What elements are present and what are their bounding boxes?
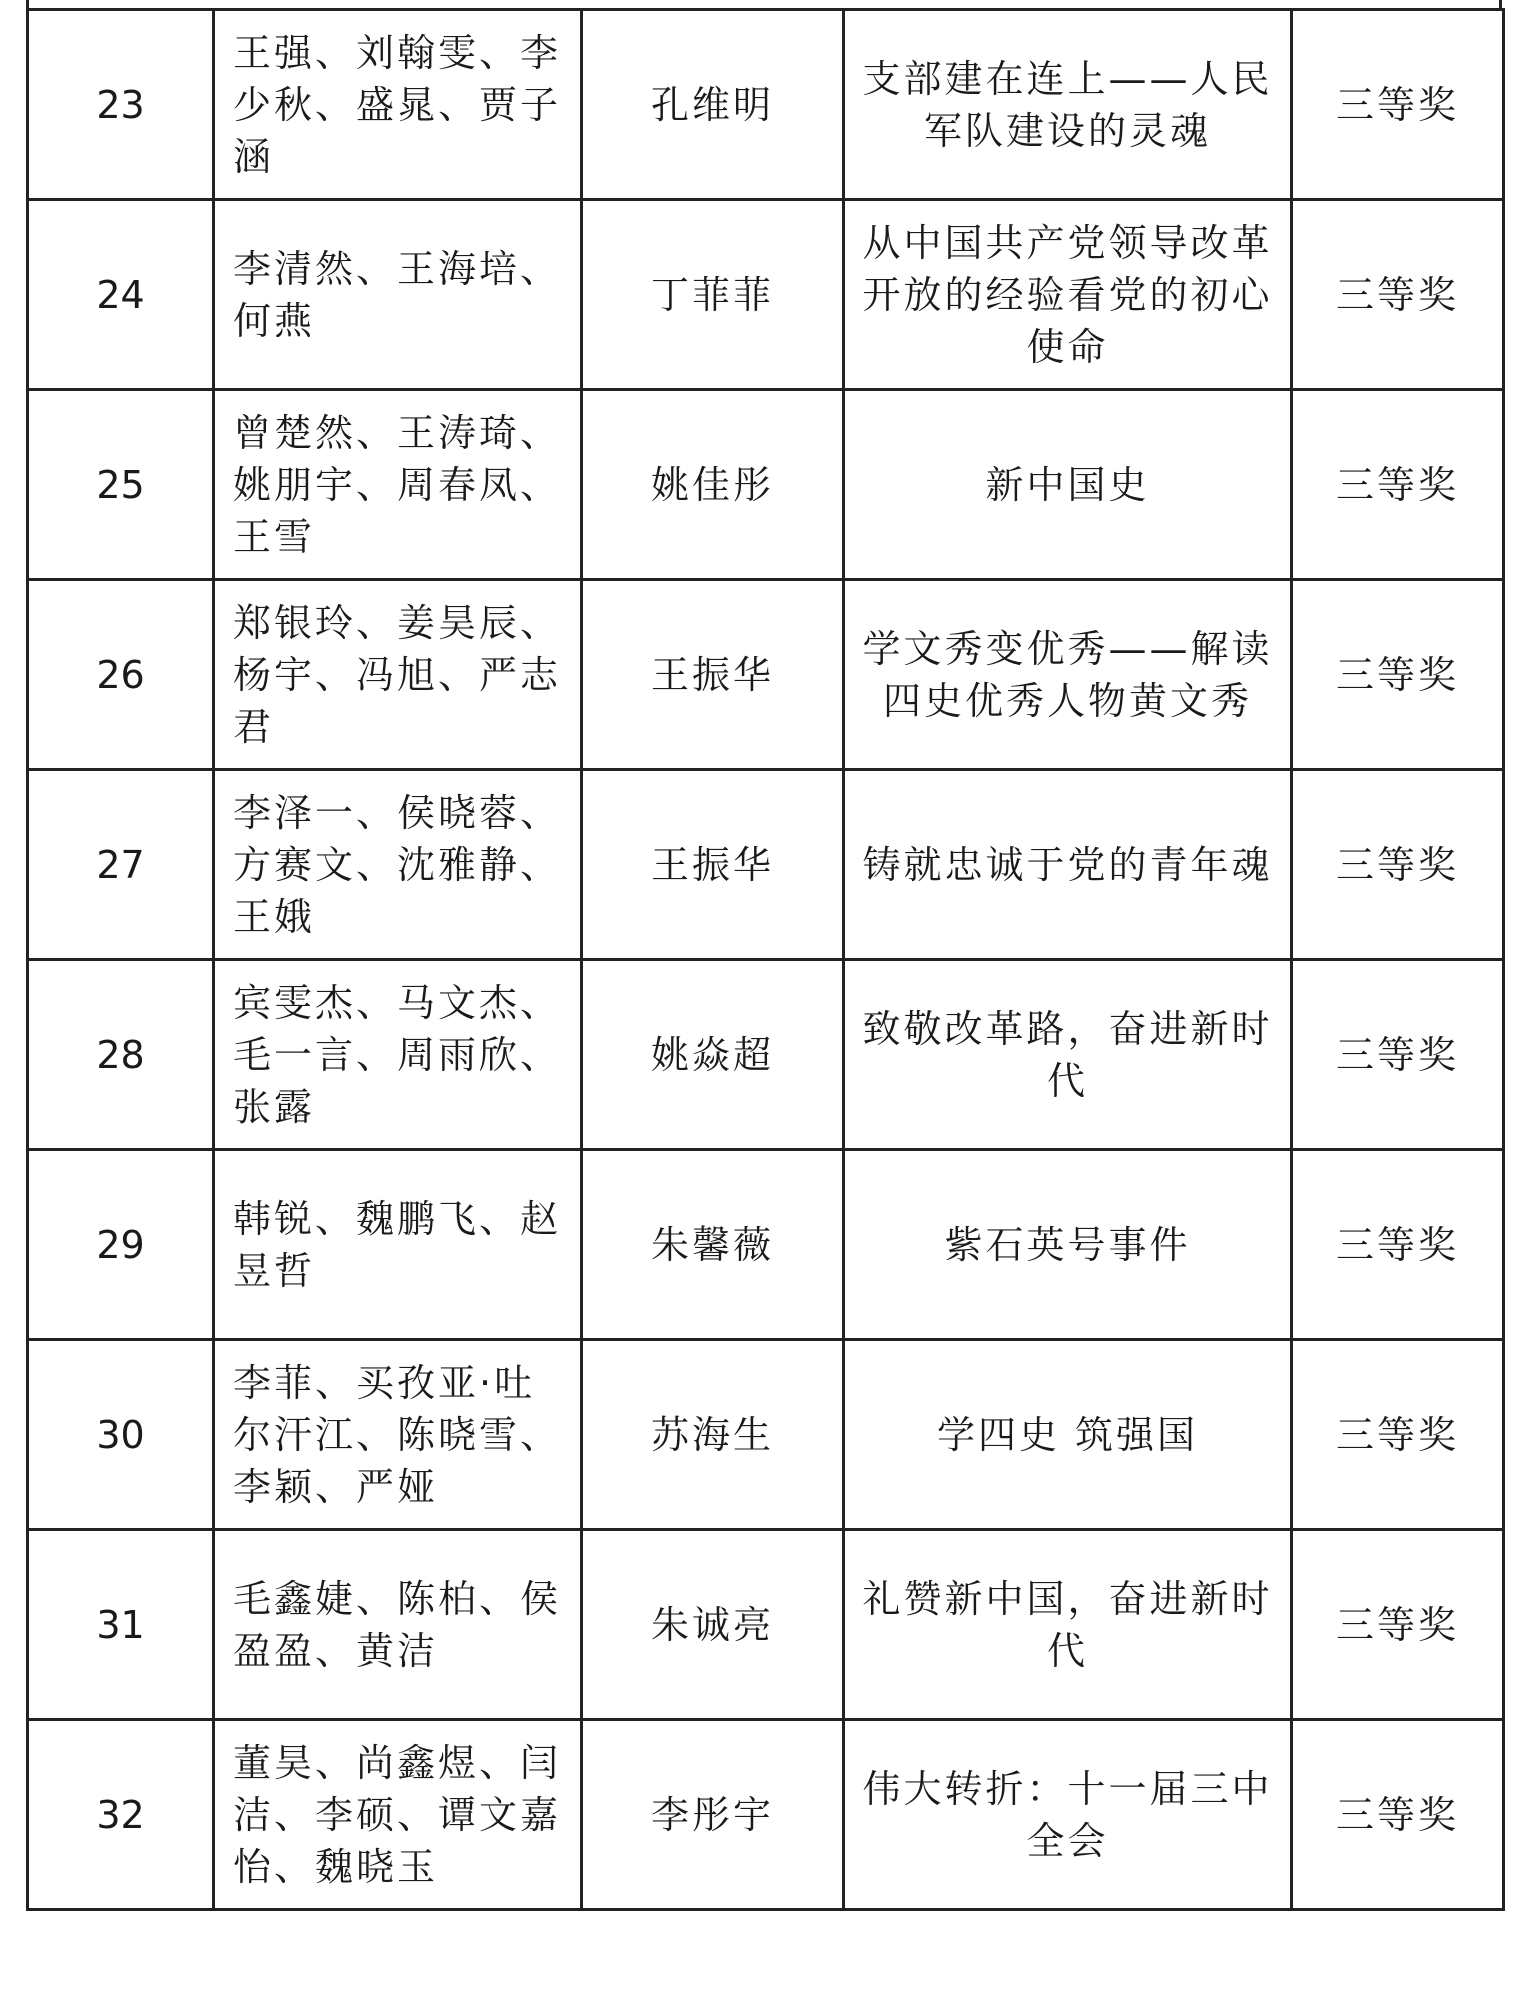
award-level: 三等奖 [1292, 1720, 1504, 1910]
table-row [28, 770, 1504, 960]
work-title: 支部建在连上——人民军队建设的灵魂 [844, 10, 1292, 200]
team-members: 李泽一、侯晓蓉、方赛文、沈雅静、王娥 [214, 770, 582, 960]
team-members: 李清然、王海培、何燕 [214, 200, 582, 390]
work-title: 铸就忠诚于党的青年魂 [844, 770, 1292, 960]
row-number: 31 [28, 1530, 214, 1720]
table-row [28, 10, 1504, 200]
team-members: 曾楚然、王涛琦、姚朋宇、周春凤、王雪 [214, 390, 582, 580]
work-title: 学四史 筑强国 [844, 1340, 1292, 1530]
advisor-name: 李彤宇 [582, 1720, 844, 1910]
row-number: 28 [28, 960, 214, 1150]
advisor-name: 朱诚亮 [582, 1530, 844, 1720]
row-number: 30 [28, 1340, 214, 1530]
award-level: 三等奖 [1292, 960, 1504, 1150]
work-title: 伟大转折：十一届三中全会 [844, 1720, 1292, 1910]
award-level: 三等奖 [1292, 1150, 1504, 1340]
advisor-name: 孔维明 [582, 10, 844, 200]
row-number: 26 [28, 580, 214, 770]
table-row [28, 960, 1504, 1150]
table-row [28, 580, 1504, 770]
table-row [28, 1530, 1504, 1720]
award-level: 三等奖 [1292, 1530, 1504, 1720]
table-row [28, 1720, 1504, 1910]
work-title: 紫石英号事件 [844, 1150, 1292, 1340]
table-row [28, 390, 1504, 580]
row-number: 25 [28, 390, 214, 580]
table-row [28, 1340, 1504, 1530]
table-row [28, 1150, 1504, 1340]
award-level: 三等奖 [1292, 200, 1504, 390]
team-members: 郑银玲、姜昊辰、杨宇、冯旭、严志君 [214, 580, 582, 770]
award-level: 三等奖 [1292, 1340, 1504, 1530]
row-number: 29 [28, 1150, 214, 1340]
work-title: 致敬改革路，奋进新时代 [844, 960, 1292, 1150]
team-members: 韩锐、魏鹏飞、赵昱哲 [214, 1150, 582, 1340]
award-level: 三等奖 [1292, 10, 1504, 200]
team-members: 毛鑫婕、陈柏、侯盈盈、黄洁 [214, 1530, 582, 1720]
advisor-name: 姚焱超 [582, 960, 844, 1150]
row-number: 32 [28, 1720, 214, 1910]
row-number: 24 [28, 200, 214, 390]
work-title: 学文秀变优秀——解读四史优秀人物黄文秀 [844, 580, 1292, 770]
team-members: 李菲、买孜亚·吐尔汗江、陈晓雪、李颖、严娅 [214, 1340, 582, 1530]
work-title: 礼赞新中国，奋进新时代 [844, 1530, 1292, 1720]
advisor-name: 王振华 [582, 770, 844, 960]
row-number: 27 [28, 770, 214, 960]
advisor-name: 丁菲菲 [582, 200, 844, 390]
advisor-name: 姚佳彤 [582, 390, 844, 580]
award-level: 三等奖 [1292, 580, 1504, 770]
advisor-name: 王振华 [582, 580, 844, 770]
team-members: 董昊、尚鑫煜、闫洁、李硕、谭文嘉怡、魏晓玉 [214, 1720, 582, 1910]
team-members: 王强、刘翰雯、李少秋、盛晁、贾子涵 [214, 10, 582, 200]
advisor-name: 苏海生 [582, 1340, 844, 1530]
award-level: 三等奖 [1292, 390, 1504, 580]
advisor-name: 朱馨薇 [582, 1150, 844, 1340]
award-level: 三等奖 [1292, 770, 1504, 960]
table-row [28, 200, 1504, 390]
work-title: 从中国共产党领导改革开放的经验看党的初心使命 [844, 200, 1292, 390]
awards-table [26, 8, 1505, 1911]
work-title: 新中国史 [844, 390, 1292, 580]
team-members: 宾雯杰、马文杰、毛一言、周雨欣、张露 [214, 960, 582, 1150]
row-number: 23 [28, 10, 214, 200]
